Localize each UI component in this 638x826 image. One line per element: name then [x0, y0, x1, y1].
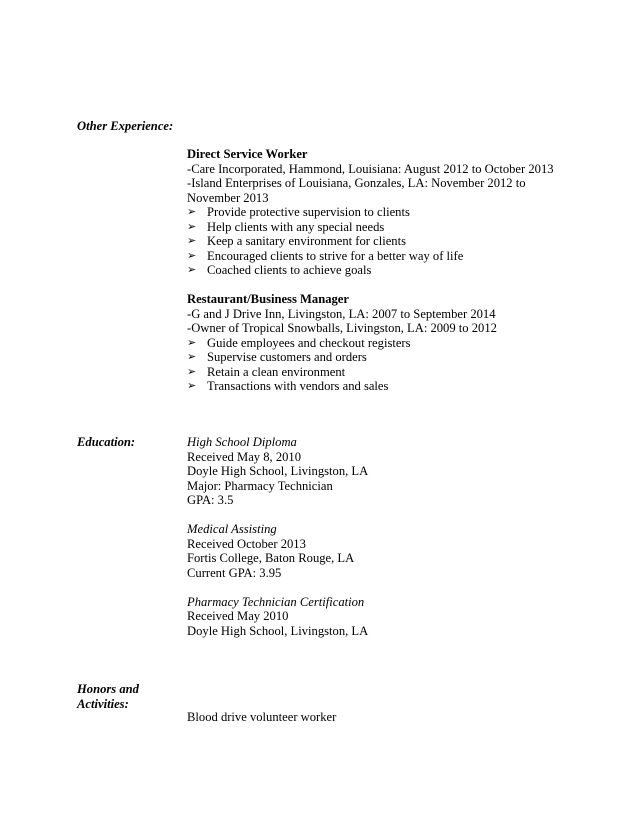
arrow-bullet-icon: ➢ — [187, 364, 197, 378]
job-entry — [187, 292, 587, 394]
education-detail: Doyle High School, Livingston, LA — [187, 464, 369, 478]
education-detail: Doyle High School, Livingston, LA — [187, 623, 369, 638]
job-title: Restaurant/Business Manager — [187, 292, 349, 306]
job-employer-line: -Care Incorporated, Hammond, Louisiana: August 2012 to October 2013 — [187, 161, 554, 176]
education-heading: Education: — [77, 435, 136, 449]
education-entry — [187, 435, 587, 508]
arrow-bullet-icon: ➢ — [187, 219, 197, 233]
arrow-bullet-icon: ➢ — [187, 379, 197, 392]
job-employer-line: -Owner of Tropical Snowballs, Livingston, LA: 2009 to 2012 — [187, 321, 497, 335]
arrow-bullet-icon: ➢ — [187, 335, 197, 349]
other-experience-heading: Other Experience: — [77, 119, 174, 133]
other-experience-section — [187, 147, 587, 394]
arrow-bullet-icon: ➢ — [187, 263, 197, 276]
job-duty-item: ➢ Coached clients to achieve goals — [187, 263, 372, 277]
job-duty-item: ➢ Guide employees and checkout registers — [187, 335, 411, 350]
education-section — [187, 435, 587, 638]
job-duty-item: ➢ Transactions with vendors and sales — [187, 379, 389, 393]
arrow-bullet-icon: ➢ — [187, 205, 197, 218]
education-entry — [187, 595, 587, 639]
job-employer-line: -G and J Drive Inn, Livingston, LA: 2007 to September 2014 — [187, 306, 496, 321]
honors-heading — [77, 682, 139, 712]
education-detail: Current GPA: 3.95 — [187, 565, 282, 580]
job-employer-line: -Island Enterprises of Louisiana, Gonzales, LA: November 2012 to November 2013 — [187, 176, 526, 205]
job-entry — [187, 147, 587, 278]
job-title: Direct Service Worker — [187, 147, 308, 161]
education-detail: Received May 8, 2010 — [187, 449, 302, 464]
job-duty-item: ➢ Supervise customers and orders — [187, 350, 367, 364]
honors-heading-line: Honors and — [77, 682, 139, 696]
arrow-bullet-icon: ➢ — [187, 234, 197, 247]
education-detail: Fortis College, Baton Rouge, LA — [187, 551, 355, 565]
education-detail: Major: Pharmacy Technician — [187, 478, 333, 493]
arrow-bullet-icon: ➢ — [187, 350, 197, 363]
degree-title: High School Diploma — [187, 435, 297, 449]
degree-title: Medical Assisting — [187, 522, 277, 536]
honors-section — [187, 710, 587, 725]
honors-heading-line: Activities: — [77, 697, 129, 711]
education-detail: Received May 2010 — [187, 609, 289, 623]
job-duty-item: ➢ Provide protective supervision to clients — [187, 205, 410, 219]
degree-title: Pharmacy Technician Certification — [187, 594, 365, 609]
arrow-bullet-icon: ➢ — [187, 248, 197, 262]
job-duty-item: ➢ Retain a clean environment — [187, 364, 346, 379]
job-duty-item: ➢ Keep a sanitary environment for clients — [187, 234, 406, 248]
education-entry — [187, 522, 587, 580]
education-detail: Received October 2013 — [187, 536, 306, 551]
education-detail: GPA: 3.5 — [187, 493, 234, 507]
job-duty-item: ➢ Help clients with any special needs — [187, 219, 385, 234]
honors-item: Blood drive volunteer worker — [187, 710, 337, 724]
job-duty-item: ➢ Encouraged clients to strive for a better way of life — [187, 248, 464, 263]
